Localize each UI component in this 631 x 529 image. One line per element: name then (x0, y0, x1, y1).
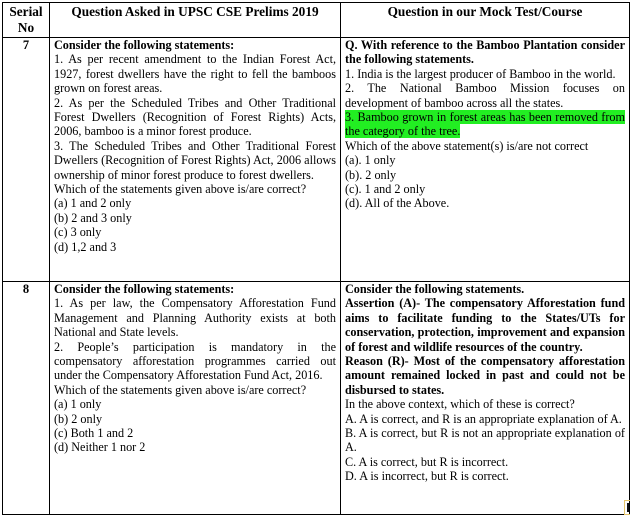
question-prompt: Which of the above statement(s) is/are not correct (345, 138, 589, 153)
question-prompt: Which of the statements given above is/are correct? (54, 382, 307, 397)
header-mock-question: Question in our Mock Test/Course (341, 3, 630, 38)
option: (a) 1 only (54, 397, 102, 412)
option: (b). 2 only (345, 167, 397, 182)
option: (c) Both 1 and 2 (54, 426, 134, 441)
option: A. A is correct, and R is an appropriate explanation of A. (345, 411, 622, 426)
question-heading: Consider the following statements: (54, 38, 235, 52)
statement: 2. People’s participation is mandatory in the compensatory afforestation programmes carried out under the Compensatory Afforestation Fund Act, 2016. (54, 339, 336, 383)
statement: 1. As per law, the Compensatory Afforestation Fund Management and Planning Authority exists at both National and State levels. (54, 296, 336, 340)
header-upsc-question: Question Asked in UPSC CSE Prelims 2019 (50, 3, 341, 38)
statement: 2. As per the Scheduled Tribes and Other Traditional Forest Dwellers (Recognition of Forest Rights) Acts, 2006, bamboo is a minor forest produce. (54, 95, 336, 139)
comparison-table (2, 2, 630, 515)
serial-cell: 7 (3, 38, 50, 282)
serial-cell: 8 (3, 282, 50, 515)
upsc-question-cell (50, 282, 341, 515)
question-heading: Consider the following statements: (54, 282, 235, 296)
option: (a). 1 only (345, 153, 396, 168)
option: D. A is incorrect, but R is correct. (345, 469, 509, 484)
option: C. A is correct, but R is incorrect. (345, 454, 509, 469)
mock-question-cell (341, 38, 630, 282)
option: (a) 1 and 2 only (54, 196, 132, 211)
option: (d). All of the Above. (345, 196, 450, 211)
question-heading: Consider the following statements. (345, 282, 525, 296)
question-prompt: Which of the statements given above is/are correct? (54, 182, 307, 197)
reason-statement: Reason (R)- Most of the compensatory afforestation amount remained locked in past and could not be disbursed to states. (345, 354, 625, 397)
mock-question-cell (341, 282, 630, 515)
question-prompt: In the above context, which of these is correct? (345, 397, 575, 412)
highlighted-statement: 3. Bamboo grown in forest areas has been removed from the category of the tree. (345, 110, 625, 139)
statement: 2. The National Bamboo Mission focuses on development of bamboo across all the states. (345, 81, 625, 110)
statement: 1. India is the largest producer of Bamboo in the world. (345, 66, 616, 81)
option: (c). 1 and 2 only (345, 182, 426, 197)
option: (b) 2 only (54, 411, 103, 426)
option: B. A is correct, but R is not an appropriate explanation of A. (345, 426, 625, 455)
assertion-statement: Assertion (A)- The compensatory Afforestation fund aims to facilitate funding to the States/UTs for conservation, protection, improvement and expansion of forest and wildlife resources of the country. (345, 296, 625, 354)
table-row (3, 282, 630, 515)
statement: 3. The Scheduled Tribes and Other Traditional Forest Dwellers (Recognition of Forest Rights) Act, 2006 allows ownership of minor forest produce to forest dwellers. (54, 138, 336, 182)
option: (c) 3 only (54, 225, 102, 240)
upsc-question-cell (50, 38, 341, 282)
header-row (3, 3, 630, 38)
table-row (3, 38, 630, 282)
header-serial-no: Serial No (3, 3, 50, 38)
option: (d) Neither 1 nor 2 (54, 440, 146, 455)
option: (d) 1,2 and 3 (54, 239, 117, 254)
text-cursor-marker (624, 500, 630, 515)
statement: 1. As per recent amendment to the Indian Forest Act, 1927, forest dwellers have the right to fell the bamboos grown on forest areas. (54, 52, 336, 96)
option: (b) 2 and 3 only (54, 210, 132, 225)
question-heading: Q. With reference to the Bamboo Plantation consider the following statements. (345, 38, 625, 67)
